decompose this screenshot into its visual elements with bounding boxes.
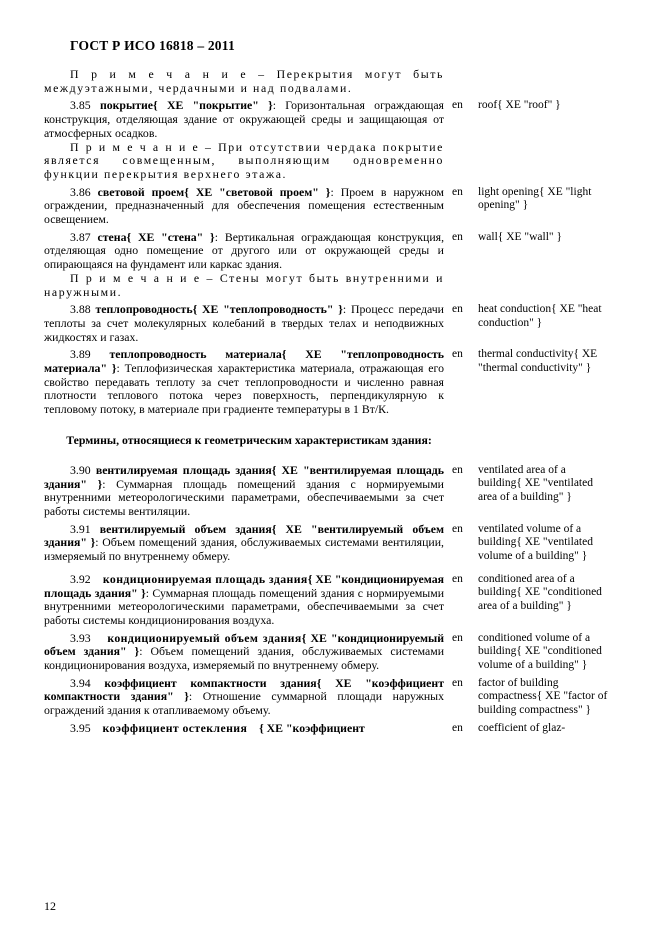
term-definition: : Суммарная площадь помещений здания с нормируемыми внутренними метеорологическими параметрами, обеспечиваемыми за счет работы системы кондиционирования воздуха.	[44, 585, 445, 627]
note-label-3: П р и м е ч а н и е – Стены могут быть внутренними и наружными.	[44, 270, 444, 299]
term-code: { XE "коэффициент	[259, 720, 365, 735]
note-label-1: П р и м е ч а н и е – Перекрытия могут быть междуэтажными, чердачными и над подвалами.	[44, 67, 444, 95]
term-paragraph	[44, 722, 444, 736]
term-paragraph	[44, 231, 444, 272]
paragraph-note	[44, 141, 617, 182]
term-definition: : Вертикальная ограждающая конструкция, отделяющая одно помещение от другого или от окружающей среды и опирающаяся на фундамент или каркас здания.	[44, 229, 445, 272]
document-header: ГОСТ Р ИСО 16818 – 2011	[70, 38, 235, 53]
term-code: { XE "теплопроводность материала" }	[44, 347, 444, 376]
term-number: 3.95	[70, 720, 91, 735]
paragraph-note	[44, 68, 617, 95]
term-paragraph	[44, 632, 444, 673]
note-text	[44, 272, 444, 299]
lang-marker: en	[452, 721, 463, 734]
paragraph-note	[44, 272, 617, 299]
english-term: ventilated area of a building{ XE "ventilated area of a building" }	[478, 463, 593, 504]
english-term: thermal conductivity{ XE "thermal conductivity" }	[478, 348, 598, 374]
term-number: 3.94	[70, 675, 91, 690]
english-term: wall{ XE "wall" }	[478, 230, 562, 243]
document-content	[44, 68, 617, 736]
lang-marker: en	[452, 348, 463, 361]
english-term: light opening{ XE "light opening" }	[478, 185, 592, 212]
term-code: { XE "вентилируемый объем здания" }	[44, 521, 444, 550]
term-name: световой проем	[97, 184, 185, 199]
english-term: factor of building compactness{ XE "factor of building compactness" }	[478, 676, 608, 716]
term-entry-3-90	[44, 464, 617, 519]
term-name: вентилируемый объем здания	[99, 521, 272, 536]
english-term: ventilated volume of a building{ XE "ventilated volume of a building" }	[478, 522, 593, 562]
lang-marker: en	[452, 572, 463, 585]
term-code: { XE "коэффициент компактности здания" }	[44, 675, 445, 704]
term-name: покрытие	[99, 98, 154, 113]
term-number: 3.88	[70, 302, 91, 317]
term-code: { XE "кондиционируемая площадь здания" }	[44, 571, 445, 600]
term-name: кондиционируемый объем здания	[107, 630, 302, 645]
term-name: теплопроводность	[95, 302, 193, 317]
term-number: 3.89	[70, 347, 91, 362]
lang-marker: en	[452, 676, 463, 689]
term-name: теплопроводность материала	[109, 347, 282, 362]
term-number: 3.87	[70, 229, 91, 244]
term-name: кондиционируемая площадь здания	[102, 571, 308, 586]
term-entry-3-89	[44, 348, 617, 417]
term-code: { XE "покрытие" }	[153, 98, 273, 113]
english-term: conditioned volume of a building{ XE "conditioned volume of a building" }	[478, 631, 602, 671]
term-definition: : Теплофизическая характеристика материала, отражающая его свойство передавать теплоту за счет теплопроводности и численно равная плотности теплового потока через поверхность, перпендикулярную к тепловому потоку, в материале при градиенте температуры в 1 Вт/К.	[44, 361, 444, 417]
term-code: { XE "световой проем" }	[184, 184, 331, 199]
term-entry-3-88	[44, 303, 617, 344]
term-code: { XE "стена" }	[126, 229, 215, 244]
term-entry-3-87	[44, 231, 617, 272]
term-paragraph	[44, 464, 444, 519]
page-number: 12	[44, 899, 56, 913]
term-entry-3-86	[44, 186, 617, 227]
note-text	[44, 141, 444, 182]
lang-marker: en	[452, 463, 463, 476]
term-name: стена	[97, 229, 127, 244]
term-number: 3.93	[70, 630, 91, 645]
term-number: 3.91	[70, 521, 91, 536]
section-heading-row	[44, 433, 617, 448]
term-number: 3.90	[70, 462, 91, 477]
term-entry-3-94	[44, 677, 617, 718]
term-definition: : Процесс передачи теплоты за счет молекулярных колебаний в твердых телах и неподвижных жидкостях и газах.	[44, 302, 444, 344]
lang-marker: en	[452, 303, 463, 316]
term-paragraph	[44, 348, 444, 417]
term-definition: : Отношение суммарной площади наружных ограждений здания к отапливаемому объему.	[44, 689, 444, 718]
term-entry-3-92	[44, 573, 617, 628]
english-term: heat conduction{ XE "heat conduction" }	[478, 303, 602, 329]
term-definition: : Объем помещений здания, обслуживаемых системами кондиционирования воздуха, измеряемый по внутреннему обмеру.	[44, 644, 445, 673]
term-definition: : Проем в наружном ограждении, предназначенный для обеспечения помещения естественным освещением.	[44, 184, 444, 227]
term-entry-3-95	[44, 722, 617, 736]
term-name: вентилируемая площадь здания	[95, 462, 272, 477]
note-label-2: П р и м е ч а н и е – При отсутствии чердака покрытие является совмещенным, выполняющим одновременно функции перекрытия верхнего этажа.	[44, 139, 444, 181]
lang-marker: en	[452, 522, 463, 535]
lang-marker: en	[452, 230, 463, 243]
lang-marker: en	[452, 185, 463, 198]
term-code: { XE "вентилируемая площадь здания" }	[44, 462, 445, 491]
term-name: коэффициент остекления	[102, 720, 248, 735]
term-paragraph	[44, 99, 444, 140]
term-number: 3.92	[70, 571, 91, 586]
term-code: { XE "теплопроводность" }	[192, 302, 343, 317]
term-paragraph	[44, 523, 444, 564]
term-paragraph	[44, 303, 444, 344]
note-text	[44, 68, 444, 95]
english-term: coefficient of glaz-	[478, 721, 566, 734]
lang-marker: en	[452, 631, 463, 644]
term-paragraph	[44, 573, 444, 628]
term-number: 3.85	[70, 98, 91, 113]
term-definition: : Объем помещений здания, обслуживаемых системами вентиляции, измеряемый по внутреннему обмеру.	[44, 535, 444, 564]
english-term: roof{ XE "roof" }	[478, 99, 561, 112]
term-name: коэффициент компактности здания	[104, 675, 317, 690]
term-entry-3-91	[44, 523, 617, 564]
term-definition: : Горизонтальная ограждающая конструкция, отделяющая здание от окружающей среды и защищающая от атмосферных осадков.	[44, 98, 444, 140]
term-paragraph	[44, 677, 444, 718]
term-number: 3.86	[70, 184, 91, 199]
term-entry-3-85	[44, 99, 617, 140]
term-definition: : Суммарная площадь помещений здания с нормируемыми внутренними метеорологическими параметрами, обеспечиваемыми за счет работы системы вентиляции.	[44, 476, 444, 518]
section-heading: Термины, относящиеся к геометрическим характеристикам здания:	[66, 432, 432, 447]
term-code: { XE "кондиционируемый объем здания" }	[44, 630, 444, 659]
term-paragraph	[44, 186, 444, 227]
english-term: conditioned area of a building{ XE "conditioned area of a building" }	[478, 572, 602, 612]
lang-marker: en	[452, 99, 463, 112]
term-entry-3-93	[44, 632, 617, 673]
